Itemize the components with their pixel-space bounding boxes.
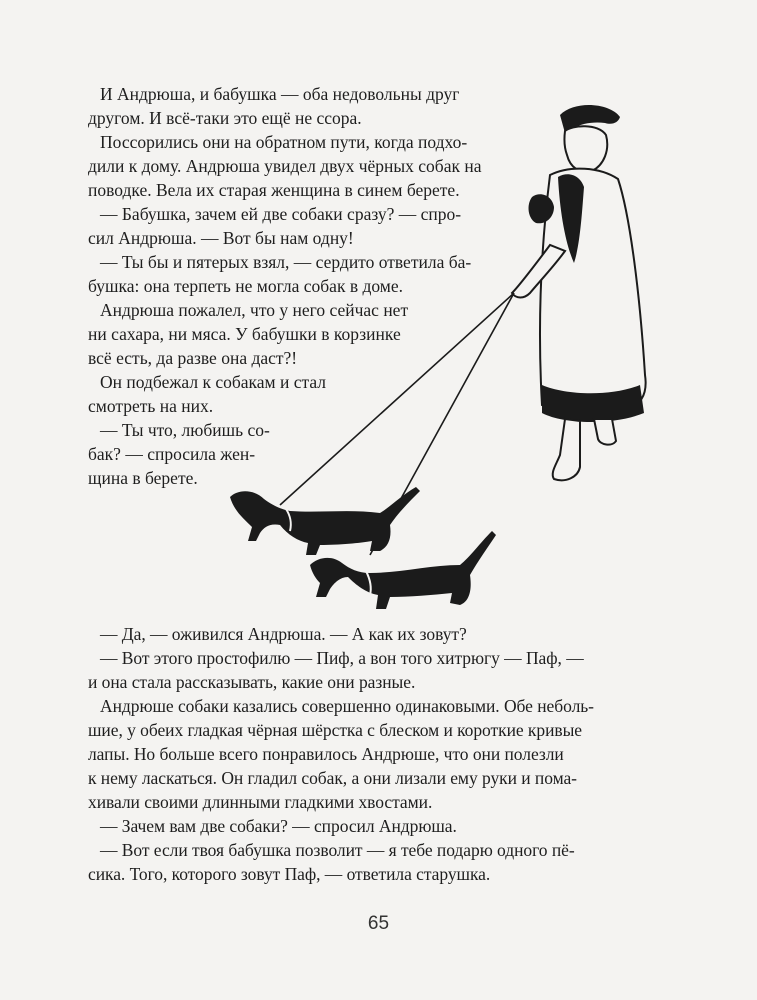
text-line: ни сахара, ни мяса. У бабушки в корзинке (88, 324, 401, 344)
text-line: — Да, — оживился Андрюша. — А как их зовут? (100, 624, 467, 644)
text-line: всё есть, да разве она даст?! (88, 348, 298, 368)
text-line: бак? — спросила жен- (88, 444, 256, 464)
text-line: — Бабушка, зачем ей две собаки сразу? — спро- (100, 204, 462, 224)
text-line: — Ты бы и пятерых взял, — сердито ответила ба- (100, 252, 472, 272)
text-line: И Андрюша, и бабушка — оба недовольны друг (100, 84, 460, 104)
text-line: Андрюше собаки казались совершенно одинаковыми. Обе неболь- (100, 696, 594, 716)
text-line: лапы. Но больше всего понравилось Андрюше, что они полезли (88, 744, 564, 764)
woman-with-dogs-illustration (220, 95, 660, 615)
text-line: — Ты что, любишь со- (100, 420, 270, 440)
text-line: Поссорились они на обратном пути, когда подхо- (100, 132, 468, 152)
text-line: к нему ласкаться. Он гладил собак, а они лизали ему руки и пома- (88, 768, 577, 788)
text-line: — Вот этого простофилю — Пиф, а вон того хитрюгу — Паф, — (100, 648, 584, 668)
text-line: смотреть на них. (88, 396, 214, 416)
text-line: дили к дому. Андрюша увидел двух чёрных собак на (88, 156, 482, 176)
text-line: сика. Того, которого зовут Паф, — ответила старушка. (88, 864, 491, 884)
page-number: 65 (367, 913, 390, 934)
text-line: — Зачем вам две собаки? — спросил Андрюша. (100, 816, 457, 836)
text-line: шие, у обеих гладкая чёрная шёрстка с блеском и короткие кривые (88, 720, 583, 740)
text-line: — Вот если твоя бабушка позволит — я тебе подарю одного пё- (100, 840, 575, 860)
text-line: хивали своими длинными гладкими хвостами. (88, 792, 433, 812)
text-line: Он подбежал к собакам и стал (100, 372, 326, 392)
text-line: бушка: она терпеть не могла собак в доме. (88, 276, 403, 296)
text-line: сил Андрюша. — Вот бы нам одну! (88, 228, 354, 248)
text-line: щина в берете. (88, 468, 198, 488)
text-line: Андрюша пожалел, что у него сейчас нет (100, 300, 409, 320)
text-line: другом. И всё-таки это ещё не ссора. (88, 108, 362, 128)
text-line: и она стала рассказывать, какие они разные. (88, 672, 416, 692)
text-line: поводке. Вела их старая женщина в синем берете. (88, 180, 460, 200)
